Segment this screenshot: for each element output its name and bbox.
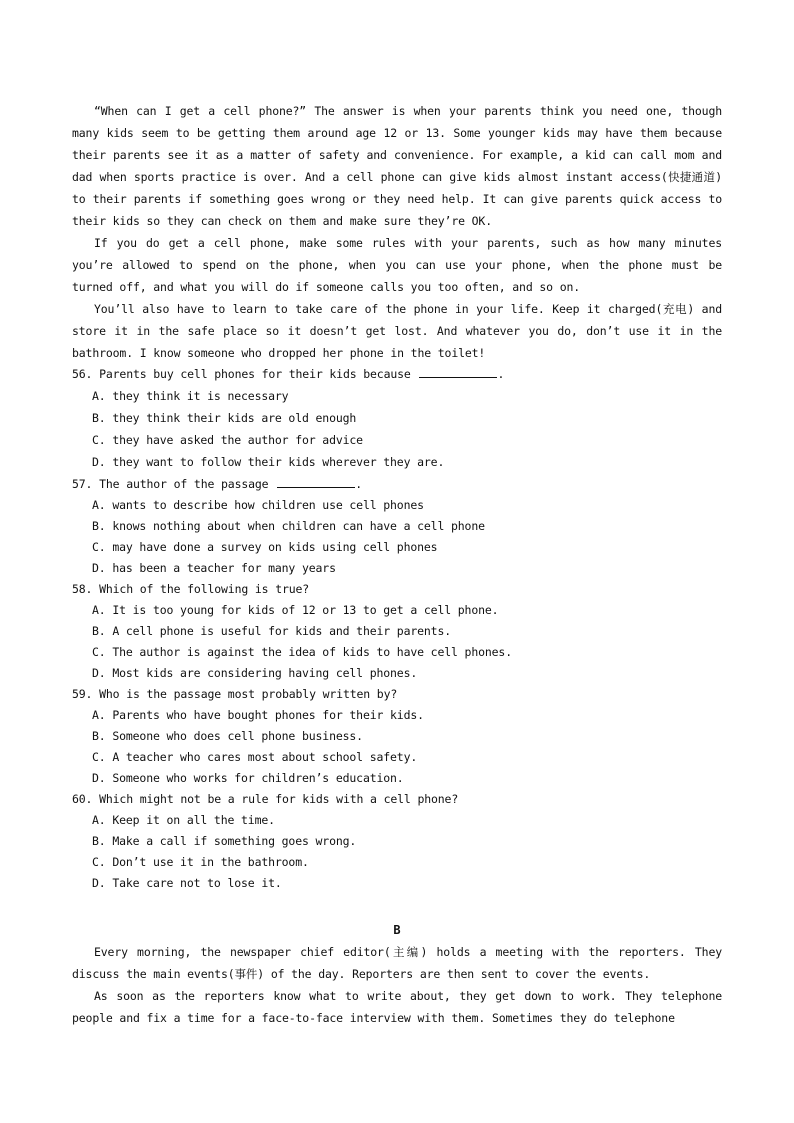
option-a: A. Keep it on all the time. (92, 813, 275, 827)
passage-b (72, 919, 722, 1029)
question-59 (72, 684, 722, 789)
option-c: C. may have done a survey on kids using cell phones (92, 540, 438, 554)
option-b: B. Someone who does cell phone business. (92, 729, 363, 743)
passage-a-paragraph-1: “When can I get a cell phone?” The answer is when your parents think you need one, though many kids seem to be getting them around age 12 or 13. Some younger kids may have them because their parents see it as a matter of safety and convenience. For example, a kid can call mom and dad when sports practice is over. And a cell phone can give kids almost instant access(快捷通道) to their parents if something goes wrong or they need help. It can give parents quick access to their kids so they can check on them and make sure they’re OK. (72, 104, 722, 228)
option-d: D. they want to follow their kids wherever they are. (92, 455, 445, 469)
option-c: C. The author is against the idea of kids to have cell phones. (92, 645, 512, 659)
option-d: D. Take care not to lose it. (92, 876, 282, 890)
option-b: B. they think their kids are old enough (92, 411, 357, 425)
option-b: B. A cell phone is useful for kids and their parents. (92, 624, 452, 638)
option-b: B. Make a call if something goes wrong. (92, 834, 357, 848)
option-c: C. Don’t use it in the bathroom. (92, 855, 309, 869)
question-stem: 60. Which might not be a rule for kids with a cell phone? (72, 792, 459, 806)
passage-b-paragraph-2: As soon as the reporters know what to write about, they get down to work. They telephone people and fix a time for a face-to-face interview with them. Sometimes they do telephone (72, 989, 722, 1025)
option-a: A. It is too young for kids of 12 or 13 to get a cell phone. (92, 603, 499, 617)
option-d: D. Someone who works for children’s education. (92, 771, 404, 785)
option-d: D. has been a teacher for many years (92, 561, 336, 575)
option-b: B. knows nothing about when children can have a cell phone (92, 519, 485, 533)
answer-blank (277, 476, 355, 488)
question-stem: 59. Who is the passage most probably written by? (72, 687, 398, 701)
section-title: B (393, 923, 401, 937)
option-c: C. A teacher who cares most about school safety. (92, 750, 418, 764)
passage-a-paragraph-3: You’ll also have to learn to take care of the phone in your life. Keep it charged(充电) and store it in the safe place so it doesn’t get lost. And whatever you do, don’t use it in the bathroom. I know someone who dropped her phone in the toilet! (72, 302, 722, 360)
exam-page (72, 100, 722, 1029)
question-56 (72, 364, 722, 474)
question-60 (72, 789, 722, 894)
question-57 (72, 474, 722, 579)
question-stem: 58. Which of the following is true? (72, 582, 310, 596)
question-58 (72, 579, 722, 684)
passage-a (72, 100, 722, 364)
option-a: A. Parents who have bought phones for their kids. (92, 708, 424, 722)
option-a: A. wants to describe how children use cell phones (92, 498, 424, 512)
passage-b-paragraph-1: Every morning, the newspaper chief editor(主编) holds a meeting with the reporters. They discuss the main events(事件) of the day. Reporters are then sent to cover the events. (72, 945, 722, 981)
answer-blank (419, 366, 497, 378)
option-a: A. they think it is necessary (92, 389, 289, 403)
option-c: C. they have asked the author for advice (92, 433, 363, 447)
option-d: D. Most kids are considering having cell phones. (92, 666, 418, 680)
question-stem: 57. The author of the passage . (72, 477, 362, 491)
passage-a-paragraph-2: If you do get a cell phone, make some rules with your parents, such as how many minutes you’re allowed to spend on the phone, when you can use your phone, when the phone must be turned off, and what you will do if someone calls you too often, and so on. (72, 236, 722, 294)
question-stem: 56. Parents buy cell phones for their kids because . (72, 367, 505, 381)
